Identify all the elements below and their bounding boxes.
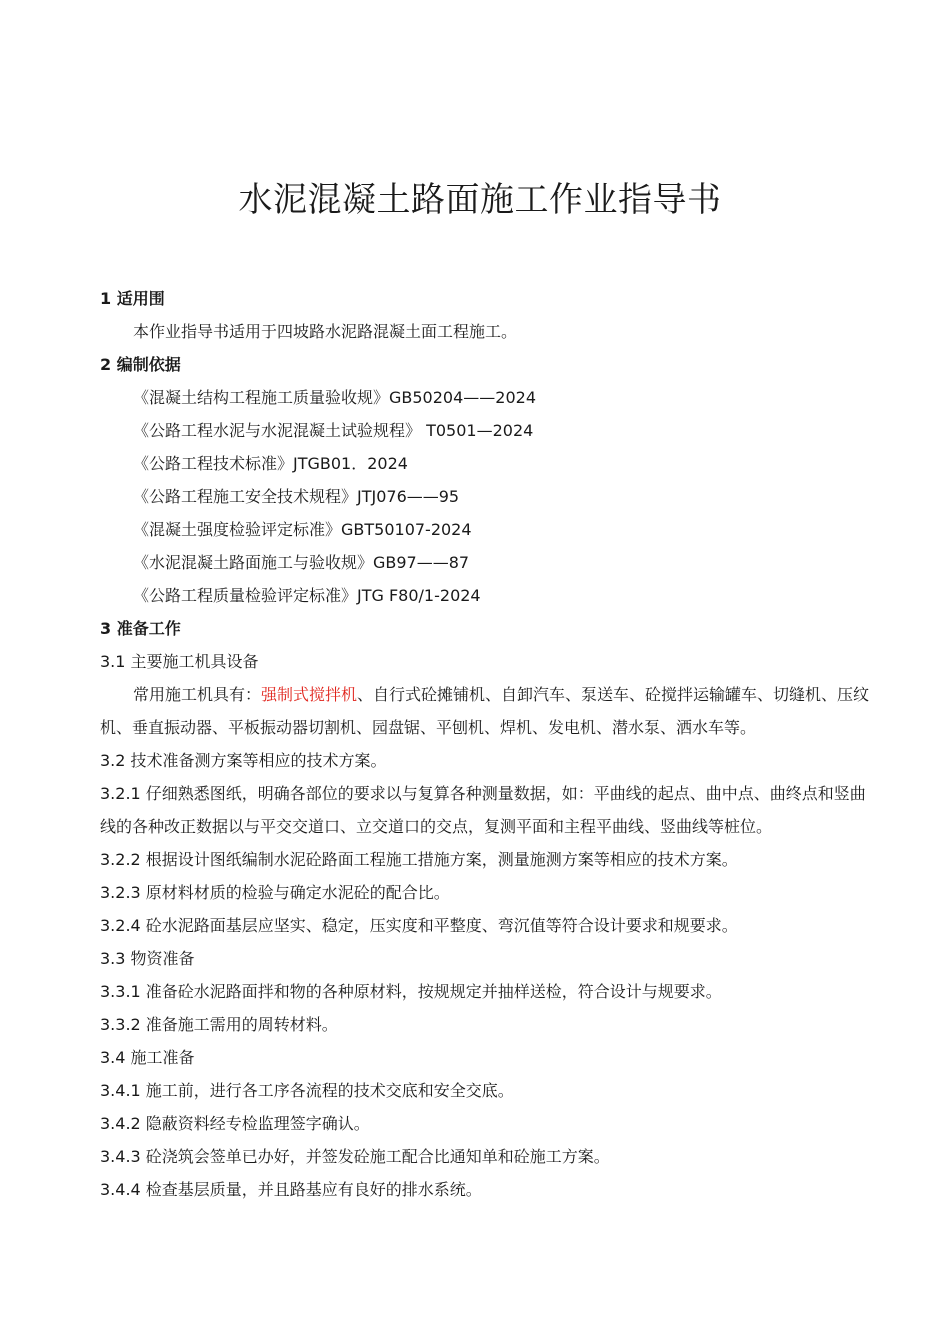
section-3-1-heading: 3.1 主要施工机具设备 — [100, 652, 259, 671]
reference-item: 《公路工程质量检验评定标准》JTG F80/1-2024 — [133, 586, 481, 605]
document-body — [100, 282, 880, 1206]
equipment-list: 、自行式砼摊铺机、自卸汽车、泵送车、砼搅拌运输罐车、切缝机、压纹机、垂直振动器、平板振动器切割机、园盘锯、平刨机、焊机、发电机、潜水泵、洒水车等。 — [100, 685, 870, 737]
section-3-4-2: 3.4.2 隐蔽资料经专检监理签字确认。 — [100, 1114, 370, 1133]
section-2-heading: 2 编制依据 — [100, 355, 181, 374]
section-1-heading: 1 适用围 — [100, 289, 165, 308]
section-3-2-heading: 3.2 技术准备测方案等相应的技术方案。 — [100, 751, 387, 770]
reference-item: 《公路工程施工安全技术规程》JTJ076——95 — [133, 487, 460, 506]
section-1-body: 本作业指导书适用于四坡路水泥路混凝土面工程施工。 — [133, 322, 518, 341]
section-3-2-3: 3.2.3 原材料材质的检验与确定水泥砼的配合比。 — [100, 883, 450, 902]
section-3-heading: 3 准备工作 — [100, 619, 181, 638]
section-3-4-4: 3.4.4 检查基层质量，并且路基应有良好的排水系统。 — [100, 1180, 482, 1199]
section-3-2-2: 3.2.2 根据设计图纸编制水泥砼路面工程施工措施方案，测量施测方案等相应的技术方案。 — [100, 850, 738, 869]
section-3-4-heading: 3.4 施工准备 — [100, 1048, 195, 1067]
section-3-1-body — [100, 678, 880, 744]
section-3-2-1: 3.2.1 仔细熟悉图纸，明确各部位的要求以与复算各种测量数据，如：平曲线的起点、曲中点、曲终点和竖曲线的各种改正数据以与平交交道口、立交道口的交点，复测平面和主程平曲线、竖曲线等桩位。 — [100, 784, 866, 836]
section-3-4-1: 3.4.1 施工前，进行各工序各流程的技术交底和安全交底。 — [100, 1081, 514, 1100]
reference-item: 《公路工程技术标准》JTGB01．2024 — [133, 454, 408, 473]
section-3-2-4: 3.2.4 砼水泥路面基层应坚实、稳定，压实度和平整度、弯沉值等符合设计要求和规要求。 — [100, 916, 738, 935]
reference-item: 《水泥混凝土路面施工与验收规》GB97——87 — [133, 553, 470, 572]
reference-item: 《混凝土强度检验评定标准》GBT50107-2024 — [133, 520, 472, 539]
equipment-highlight: 强制式搅拌机 — [261, 685, 358, 704]
reference-item: 《公路工程水泥与水泥混凝土试验规程》 T0501—2024 — [133, 421, 534, 440]
section-3-3-2: 3.3.2 准备施工需用的周转材料。 — [100, 1015, 338, 1034]
reference-item: 《混凝土结构工程施工质量验收规》GB50204——2024 — [133, 388, 536, 407]
document-title: 水泥混凝土路面施工作业指导书 — [238, 180, 722, 220]
section-3-3-1: 3.3.1 准备砼水泥路面拌和物的各种原材料，按规规定并抽样送检，符合设计与规要求。 — [100, 982, 722, 1001]
section-3-4-3: 3.4.3 砼浇筑会签单已办好，并签发砼施工配合比通知单和砼施工方案。 — [100, 1147, 610, 1166]
equipment-prefix: 常用施工机具有： — [133, 685, 262, 704]
section-3-3-heading: 3.3 物资准备 — [100, 949, 195, 968]
